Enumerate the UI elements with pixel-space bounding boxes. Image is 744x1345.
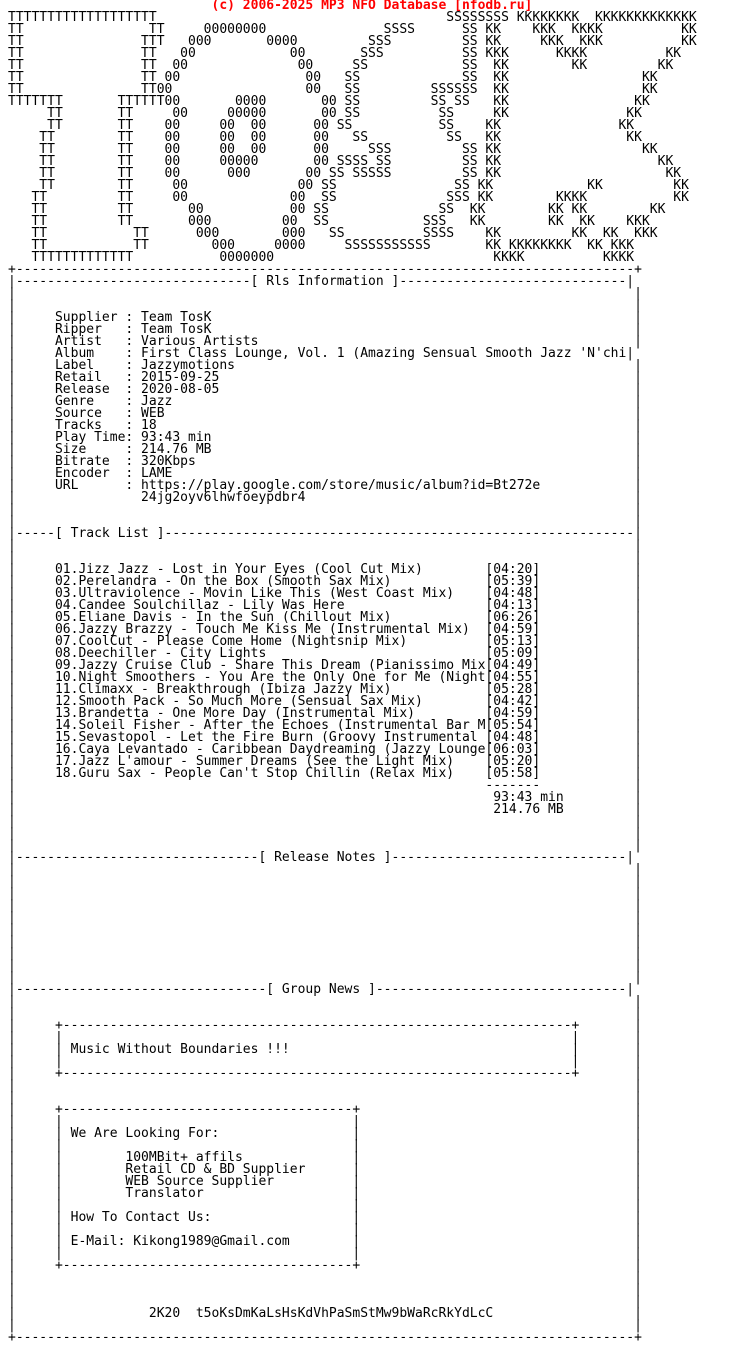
nfo-line: | | — [8, 550, 642, 565]
nfo-line: TT TT 00 00000 00 SSSS SS SS KK KK — [8, 154, 674, 169]
nfo-line: TT TT 00 00 00 00 SS SS KK KK — [8, 118, 635, 133]
nfo-line: TT TTT 000 0000 SSS SS KK KKK KKK KK — [8, 34, 697, 49]
nfo-line: TT TT 00 00 00 00 SS SS KK KK — [8, 130, 642, 145]
nfo-line: TT TT00 00 SS SSSSSS KK KK — [8, 82, 658, 97]
nfo-line: | | — [8, 1270, 642, 1285]
nfo-line: TTTTTTTTTTTTT 0000000 KKKK KKKK — [8, 250, 635, 265]
nfo-line: TT TT 00000000 SSSS SS KK KKK KKKK KK — [8, 22, 697, 37]
nfo-line: | | | | — [8, 1030, 642, 1045]
nfo-line: | | How To Contact Us: | | — [8, 1210, 642, 1225]
nfo-line: | | — [8, 814, 642, 829]
nfo-line: | 05.Eliane Davis - In the Sun (Chillout Mix) [06:26] | — [8, 610, 642, 625]
nfo-line: | 02.Perelandra - On the Box (Smooth Sax Mix) [05:39] | — [8, 574, 642, 589]
nfodb-banner-link[interactable]: (c) 2006-2025 MP3 NFO Database [nfodb.ru] — [8, 0, 533, 13]
nfo-line: | 08.Deechiller - City Lights [05:09] | — [8, 646, 642, 661]
nfo-line: | URL : https://play.google.com/store/music/album?id=Bt272e | — [8, 478, 642, 493]
nfo-line: | Artist : Various Artists | — [8, 334, 642, 349]
nfo-line: | 214.76 MB | — [8, 802, 642, 817]
nfo-line: | | — [8, 1294, 642, 1309]
nfo-line: | Encoder : LAME | — [8, 466, 642, 481]
nfo-line: | Tracks : 18 | — [8, 418, 642, 433]
nfo-line: | 11.Climaxx - Breakthrough (Ibiza Jazzy Mix) [05:28] | — [8, 682, 642, 697]
nfo-line: | | | | — [8, 1198, 642, 1213]
nfo-line: |--------------------------------[ Group News ]--------------------------------| — [8, 982, 635, 997]
nfo-line: | | — [8, 826, 642, 841]
nfo-line: | +-----------------------------------------------------------------+ | — [8, 1066, 642, 1081]
nfo-line: | | — [8, 922, 642, 937]
nfo-line: | | — [8, 934, 642, 949]
nfo-line: | | — [8, 286, 642, 301]
nfo-line: TT TT 00 00 00 00 SSS SS KK KK — [8, 142, 658, 157]
nfo-line: | 01.Jizz Jazz - Lost in Your Eyes (Cool Cut Mix) [04:20] | — [8, 562, 642, 577]
nfo-line: | Size : 214.76 MB | — [8, 442, 642, 457]
nfo-line: | | Music Without Boundaries !!! | | — [8, 1042, 642, 1057]
nfo-line: TT TT 00 00 SSS SS KKK KKKK KK — [8, 46, 682, 61]
nfo-line: | | — [8, 1078, 642, 1093]
nfo-line: | | Translator | | — [8, 1186, 642, 1201]
nfo-line: | 10.Night Smoothers - You Are the Only One for Me (Night[04:55] | — [8, 670, 642, 685]
nfo-line: | | — [8, 502, 642, 517]
nfo-line: TT TT 00 000 00 SS SSSSS SS KK KK — [8, 166, 682, 181]
nfo-line: | 2K20 t5oKsDmKaLsHsKdVhPaSmStMw9bWaRcRkYdLcC | — [8, 1306, 642, 1321]
nfo-line: | | — [8, 862, 642, 877]
nfo-line: | 12.Smooth Pack - So Much More (Sensual Sax Mix) [04:42] | — [8, 694, 642, 709]
nfo-line: | 07.CoolCut - Please Come Home (Nightsnip Mix) [05:13] | — [8, 634, 642, 649]
nfo-line: | | — [8, 1318, 642, 1333]
nfo-line: | 18.Guru Sax - People Can't Stop Chillin (Relax Mix) [05:58] | — [8, 766, 642, 781]
nfo-line: +-------------------------------------------------------------------------------+ — [8, 262, 642, 277]
nfo-line: | +-----------------------------------------------------------------+ | — [8, 1018, 642, 1033]
nfo-line: TT TT 000 000 SS SSSS KK KK KK KKK — [8, 226, 658, 241]
nfo-line: |------------------------------[ Rls Information ]-----------------------------| — [8, 274, 635, 289]
nfo-line: TT TT 00 00 SS SS KK KK — [8, 70, 658, 85]
nfo-line: +-------------------------------------------------------------------------------+ — [8, 1330, 642, 1345]
nfo-line: TT TT 00 00 SS SS KK KK KK — [8, 178, 689, 193]
nfo-line: |-----[ Track List ]------------------------------------------------------------| — [8, 526, 642, 541]
nfo-line: | | — [8, 946, 642, 961]
nfo-line: | | — [8, 874, 642, 889]
nfo-line: | Play Time: 93:43 min | — [8, 430, 642, 445]
nfo-line: | | — [8, 1090, 642, 1105]
nfo-line: | | Retail CD & BD Supplier | | — [8, 1162, 642, 1177]
nfo-line: | | — [8, 298, 642, 313]
nfo-line: | | | | — [8, 1054, 642, 1069]
nfo-line: | | 100MBit+ affils | | — [8, 1150, 642, 1165]
nfo-line: TT TT 00 00 SS SS KK KK KK — [8, 58, 674, 73]
nfo-line: | | — [8, 970, 642, 985]
nfo-body — [8, 12, 697, 1344]
nfo-line: TT TT 00 00 SS SSS KK KKKK KK — [8, 190, 689, 205]
nfo-line: | | | | — [8, 1114, 642, 1129]
nfo-line: | | | | — [8, 1222, 642, 1237]
nfo-line: | | — [8, 838, 642, 853]
nfo-line: | | E-Mail: Kikong1989@Gmail.com | | — [8, 1234, 642, 1249]
nfo-line: TTTTTTTTTTTTTTTTTTT SSSSSSSS KKKKKKKK KKKKKKKKKKKKK — [8, 10, 697, 25]
nfo-line: | Ripper : Team TosK | — [8, 322, 642, 337]
nfo-line: | | — [8, 994, 642, 1009]
nfo-line: | Label : Jazzymotions | — [8, 358, 642, 373]
nfo-line: | | — [8, 958, 642, 973]
nfo-line: | | — [8, 910, 642, 925]
nfo-line: | 09.Jazzy Cruise Club - Share This Dream (Pianissimo Mix[04:49] | — [8, 658, 642, 673]
nfo-line: | 03.Ultraviolence - Movin Like This (West Coast Mix) [04:48] | — [8, 586, 642, 601]
nfo-line: | 04.Candee Soulchillaz - Lily Was Here [04:13] | — [8, 598, 642, 613]
nfo-line: | | — [8, 886, 642, 901]
nfo-line: | 24jg2oyv6lhwfoeypdbr4 | — [8, 490, 642, 505]
nfo-line: | Release : 2020-08-05 | — [8, 382, 642, 397]
nfo-line: TT TT 00 00000 00 SS SS KK KK — [8, 106, 642, 121]
nfo-line: | 06.Jazzy Brazzy - Touch Me Kiss Me (Instrumental Mix) [04:59] | — [8, 622, 642, 637]
nfo-line: | | | | — [8, 1138, 642, 1153]
nfo-line: | | — [8, 1282, 642, 1297]
nfo-line: | Retail : 2015-09-25 | — [8, 370, 642, 385]
nfo-line: | | | | — [8, 1246, 642, 1261]
nfo-line: | +-------------------------------------+ | — [8, 1258, 642, 1273]
nfo-line: | 93:43 min | — [8, 790, 642, 805]
nfo-line: TT TT 000 0000 SSSSSSSSSSS KK KKKKKKKK KK KKK — [8, 238, 635, 253]
nfo-line: | | — [8, 514, 642, 529]
nfo-line: | ------- | — [8, 778, 642, 793]
nfo-line: | 17.Jazz L'amour - Summer Dreams (See the Light Mix) [05:20] | — [8, 754, 642, 769]
nfo-line: | +-------------------------------------+ | — [8, 1102, 642, 1117]
nfo-document — [8, 0, 697, 1344]
nfo-line: | | — [8, 538, 642, 553]
nfo-line: TTTTTTT TTTTTT00 0000 00 SS SS SS KK KK — [8, 94, 650, 109]
nfo-line: | | — [8, 1006, 642, 1021]
nfo-line: TT TT 000 00 SS SSS KK KK KK KKK — [8, 214, 650, 229]
nfo-line: | 14.Soleil Fisher - After the Echoes (Instrumental Bar M[05:54] | — [8, 718, 642, 733]
nfo-line: | 15.Sevastopol - Let the Fire Burn (Groovy Instrumental [04:48] | — [8, 730, 642, 745]
nfo-line: TT TT 00 00 SS SS KK KK KK KK — [8, 202, 666, 217]
nfo-line: | | We Are Looking For: | | — [8, 1126, 642, 1141]
nfo-line: |-------------------------------[ Release Notes ]------------------------------| — [8, 850, 635, 865]
nfo-line: | Supplier : Team TosK | — [8, 310, 642, 325]
nfo-line: | | WEB Source Supplier | | — [8, 1174, 642, 1189]
nfo-line: | 16.Caya Levantado - Caribbean Daydreaming (Jazzy Lounge[06:03] | — [8, 742, 642, 757]
nfo-line: | 13.Brandetta - One More Day (Instrumental Mix) [04:59] | — [8, 706, 642, 721]
nfo-line: | | — [8, 898, 642, 913]
nfo-line: | Bitrate : 320Kbps | — [8, 454, 642, 469]
nfo-line: | Genre : Jazz | — [8, 394, 642, 409]
nfo-line: | Source : WEB | — [8, 406, 642, 421]
nfo-line: | Album : First Class Lounge, Vol. 1 (Amazing Sensual Smooth Jazz 'N'chi| — [8, 346, 635, 361]
